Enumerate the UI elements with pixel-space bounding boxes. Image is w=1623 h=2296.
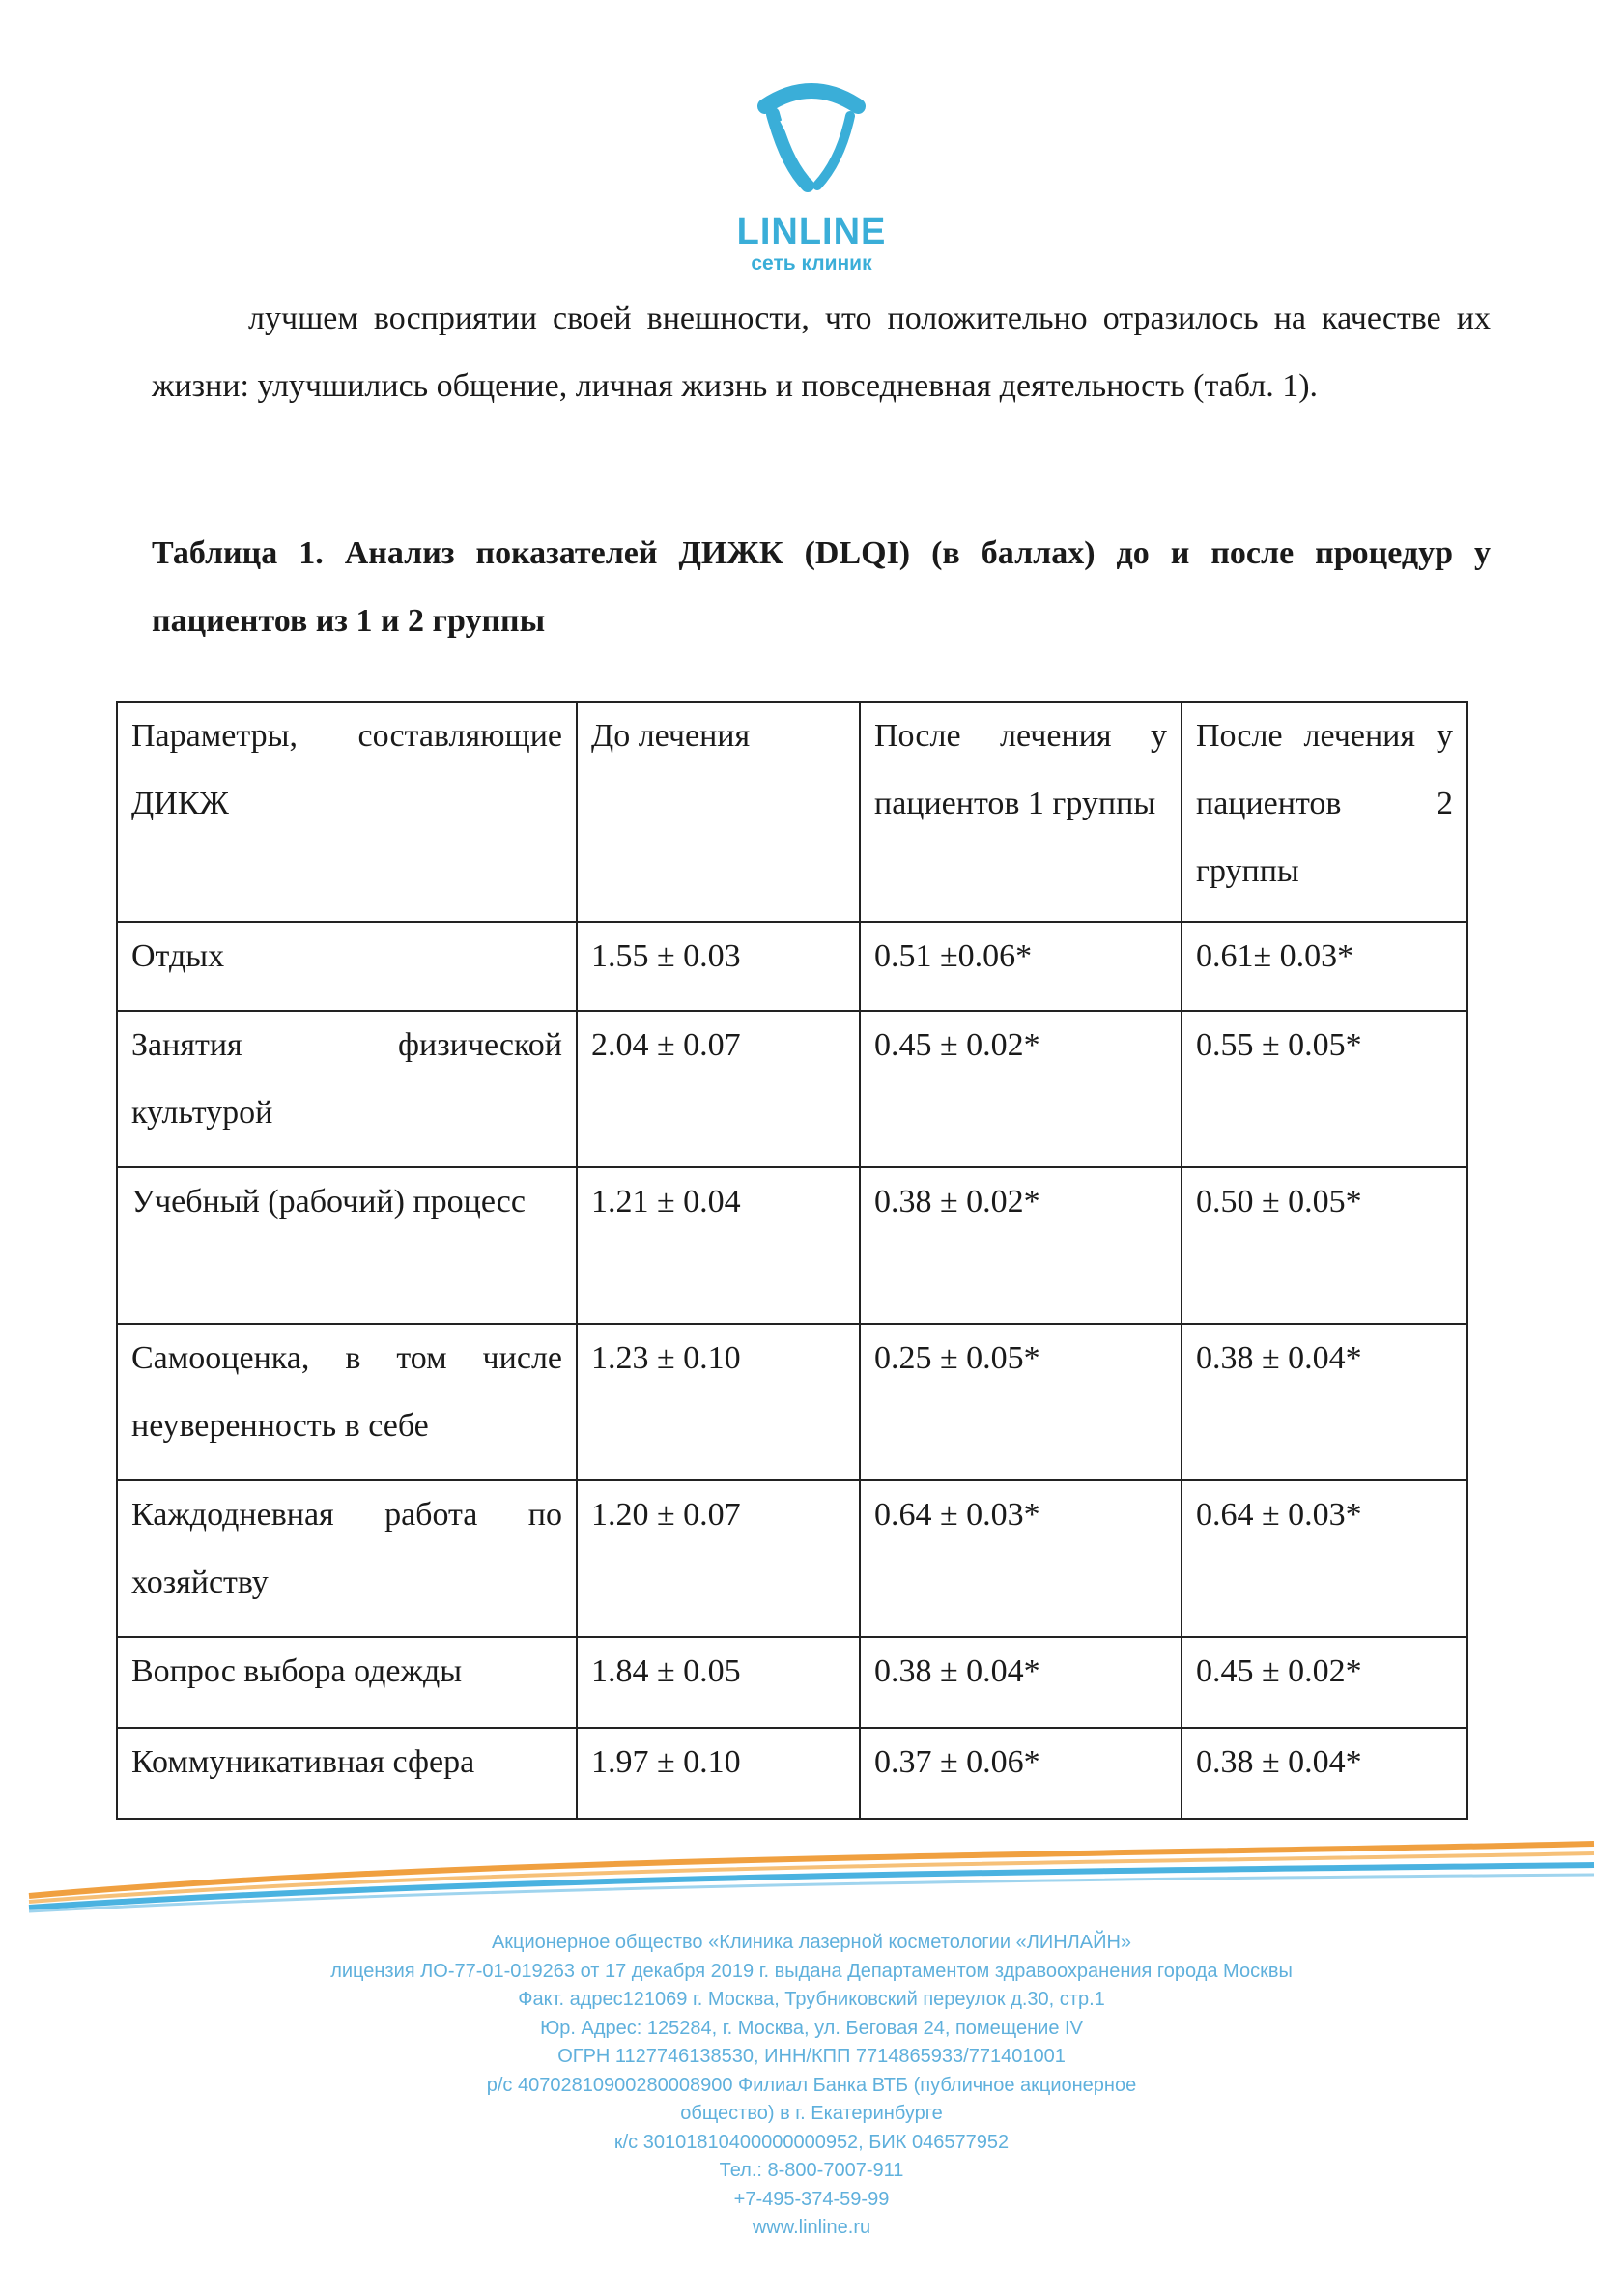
table-row <box>117 1728 1467 1819</box>
footer-bank-account-cont: общество) в г. Екатеринбурге <box>680 2103 943 2124</box>
table-header-row <box>117 702 1467 922</box>
footer-website-link[interactable]: www.linline.ru <box>752 2217 871 2238</box>
row-group-1: 0.25 ± 0.05* <box>860 1324 1182 1480</box>
row-before: 1.97 ± 0.10 <box>577 1728 860 1819</box>
table-row <box>117 1637 1467 1728</box>
header-after-group-1: После лечения у пациентов 1 группы <box>860 702 1182 922</box>
row-group-1: 0.38 ± 0.02* <box>860 1167 1182 1324</box>
row-before: 1.84 ± 0.05 <box>577 1637 860 1728</box>
row-group-2: 0.61± 0.03* <box>1182 922 1467 1011</box>
header-parameters: Параметры, составляющие ДИКЖ <box>117 702 577 922</box>
table-row <box>117 1324 1467 1480</box>
header-after-group-2: После лечения у пациентов 2 группы <box>1182 702 1467 922</box>
row-group-1: 0.37 ± 0.06* <box>860 1728 1182 1819</box>
linline-logo-icon <box>744 68 879 203</box>
table-row <box>117 1480 1467 1637</box>
row-group-2: 0.38 ± 0.04* <box>1182 1728 1467 1819</box>
row-parameter: Самооценка, в том числе неуверенность в себе <box>117 1324 577 1480</box>
row-group-1: 0.45 ± 0.02* <box>860 1011 1182 1167</box>
row-group-1: 0.51 ±0.06* <box>860 922 1182 1011</box>
header-before-treatment: До лечения <box>577 702 860 922</box>
row-parameter: Каждодневная работа по хозяйству <box>117 1480 577 1637</box>
footer-actual-address: Факт. адрес121069 г. Москва, Трубниковский переулок д.30, стр.1 <box>518 1989 1105 2010</box>
table-caption: Таблица 1. Анализ показателей ДИЖК (DLQI) (в баллах) до и после процедур у пациентов из 1 и 2 группы <box>152 535 1491 639</box>
row-parameter: Вопрос выбора одежды <box>117 1637 577 1728</box>
row-before: 1.55 ± 0.03 <box>577 922 860 1011</box>
row-group-1: 0.38 ± 0.04* <box>860 1637 1182 1728</box>
row-group-2: 0.64 ± 0.03* <box>1182 1480 1467 1637</box>
company-logo <box>0 68 1623 276</box>
row-parameter: Занятия физической культурой <box>117 1011 577 1167</box>
footer-ogrn: ОГРН 1127746138530, ИНН/КПП 7714865933/771401001 <box>557 2046 1066 2067</box>
row-before: 1.20 ± 0.07 <box>577 1480 860 1637</box>
table-row <box>117 922 1467 1011</box>
row-parameter: Коммуникативная сфера <box>117 1728 577 1819</box>
table-row <box>117 1011 1467 1167</box>
row-group-2: 0.55 ± 0.05* <box>1182 1011 1467 1167</box>
footer-legal-address: Юр. Адрес: 125284, г. Москва, ул. Беговая 24, помещение IV <box>540 2017 1083 2039</box>
row-group-2: 0.45 ± 0.02* <box>1182 1637 1467 1728</box>
company-requisites <box>0 1929 1623 2243</box>
row-before: 2.04 ± 0.07 <box>577 1011 860 1167</box>
row-group-2: 0.50 ± 0.05* <box>1182 1167 1467 1324</box>
row-group-1: 0.64 ± 0.03* <box>860 1480 1182 1637</box>
logo-name: LINLINE <box>736 212 887 252</box>
logo-subtitle: сеть клиник <box>751 252 872 274</box>
footer-phone-1[interactable]: Тел.: 8-800-7007-911 <box>719 2160 904 2181</box>
row-before: 1.23 ± 0.10 <box>577 1324 860 1480</box>
footer-corr-account: к/с 30101810400000000952, БИК 046577952 <box>613 2131 1010 2153</box>
footer-wave-decoration <box>0 1836 1623 1913</box>
row-before: 1.21 ± 0.04 <box>577 1167 860 1324</box>
table-row <box>117 1167 1467 1324</box>
dlqi-table <box>116 701 1468 1820</box>
footer-company-name: Акционерное общество «Клиника лазерной косметологии «ЛИНЛАЙН» <box>491 1932 1132 1953</box>
row-parameter: Учебный (рабочий) процесс <box>117 1167 577 1324</box>
row-parameter: Отдых <box>117 922 577 1011</box>
footer-phone-2[interactable]: +7-495-374-59-99 <box>733 2188 890 2210</box>
footer-license: лицензия ЛО-77-01-019263 от 17 декабря 2019 г. выдана Департаментом здравоохранения города Москвы <box>330 1960 1293 1982</box>
footer-bank-account: р/с 40702810900280008900 Филиал Банка ВТБ (публичное акционерное <box>486 2074 1137 2096</box>
row-group-2: 0.38 ± 0.04* <box>1182 1324 1467 1480</box>
intro-paragraph: лучшем восприятии своей внешности, что положительно отразилось на качестве их жизни: улучшились общение, личная жизнь и повседневная деятельность (табл. 1). <box>152 301 1491 404</box>
